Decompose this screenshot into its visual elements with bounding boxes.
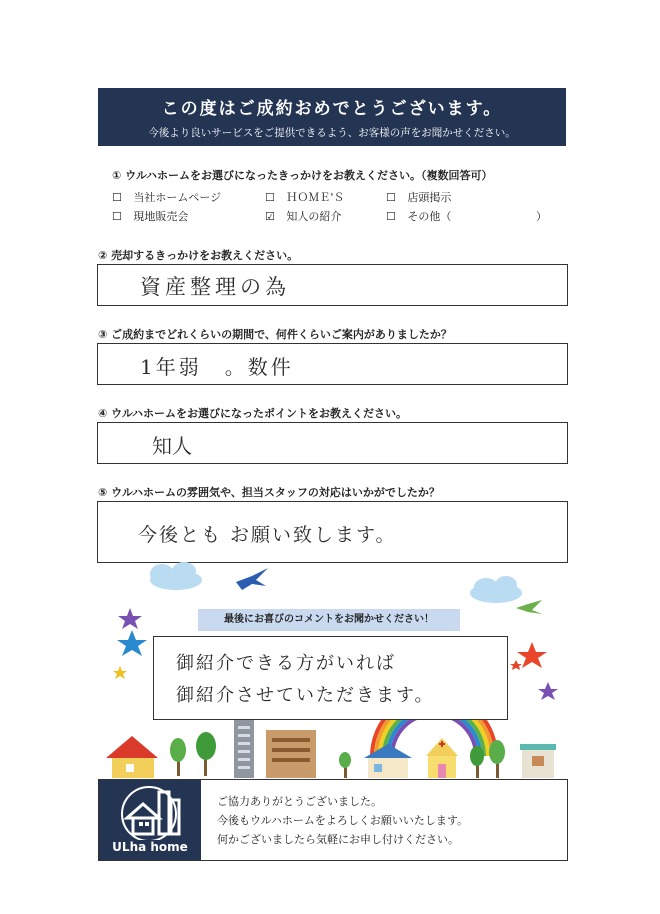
footer-message (217, 792, 468, 849)
checkbox-icon: ☐ (112, 210, 122, 223)
question-4: ④ ウルハホームをお選びになったポイントをお教えください。 (98, 407, 408, 420)
checkbox-icon: ☐ (386, 210, 396, 223)
swallow-icon (236, 568, 268, 590)
comment-box[interactable] (153, 636, 508, 720)
option-label: 知人の紹介 (286, 210, 342, 223)
option-label: その他（ (407, 210, 452, 223)
star-icon (118, 608, 142, 629)
answer-3: 1年弱 。数件 (140, 355, 294, 379)
question-3: ③ ご成約までどれくらいの期間で、何件くらいご案内がありましたか？ (98, 328, 452, 341)
page-subtitle: 今後より良いサービスをご提供できるよう、お客様の声をお聞かせください。 (148, 127, 516, 139)
checkbox-icon: ☐ (386, 191, 396, 204)
footer-line-1: ご協力ありがとうございました。 (217, 795, 382, 808)
answer-5: 今後とも お願い致します。 (138, 524, 397, 546)
checked-checkbox-icon: ☑ (265, 210, 275, 223)
office-building-icon (266, 730, 316, 778)
answer-2: 資産整理の為 (140, 275, 290, 299)
star-icon (117, 630, 147, 656)
comment-line-2: 御紹介させていただきます。 (176, 685, 435, 706)
question-2: ② 売却するきっかけをお教えください。 (98, 249, 299, 262)
house-icon (106, 736, 158, 778)
house-logo-icon (99, 780, 201, 840)
tree-icon (339, 752, 351, 778)
tree-icon (196, 732, 216, 776)
comment-line-1: 御紹介できる方がいれば (176, 653, 396, 674)
answer-box-5[interactable] (97, 501, 568, 563)
option-label: ＨＯＭＥ'Ｓ (286, 191, 345, 204)
footer-line-3: 何かございましたら気軽にお申し付けください。 (217, 833, 459, 846)
company-logo (99, 780, 201, 860)
footer (98, 779, 568, 861)
house-icon (426, 738, 458, 778)
cloud-icon (470, 576, 522, 603)
cloud-icon (150, 562, 202, 590)
star-icon (538, 682, 558, 700)
checkbox-icon: ☐ (265, 191, 275, 204)
option-open-house[interactable] (112, 208, 188, 224)
option-homes[interactable] (265, 189, 344, 205)
store-building-icon (520, 744, 556, 778)
answer-box-4[interactable] (97, 422, 568, 464)
footer-line-2: 今後もウルハホームをよろしくお願いいたします。 (217, 814, 469, 827)
answer-box-2[interactable] (97, 264, 568, 306)
logo-text: ULha home (112, 840, 188, 854)
option-label: 現地販売会 (133, 210, 189, 223)
option-homepage[interactable] (112, 189, 221, 205)
tower-building-icon (234, 720, 254, 778)
checkbox-icon: ☐ (112, 191, 122, 204)
option-referral[interactable] (265, 208, 341, 224)
question-1: ① ウルハホームをお選びになったきっかけをお教えください。（複数回答可） (112, 169, 493, 182)
header-banner (98, 88, 566, 146)
comment-banner: 最後にお喜びのコメントをお聞かせください！ (198, 609, 460, 631)
tree-icon (170, 738, 186, 776)
swallow-icon (516, 600, 542, 614)
option-label: 当社ホームページ (133, 191, 222, 204)
tree-icon (470, 746, 484, 778)
page-title: この度はご成約おめでとうございます。 (161, 99, 503, 119)
tree-icon (489, 740, 505, 778)
option-other[interactable] (386, 208, 451, 224)
option-other-close: ） (536, 210, 547, 223)
option-label: 店頭掲示 (407, 191, 452, 204)
star-icon (510, 660, 522, 670)
answer-box-3[interactable] (97, 343, 568, 385)
answer-4: 知人 (152, 434, 192, 458)
star-icon (113, 666, 127, 679)
option-storefront[interactable] (386, 189, 451, 205)
question-5: ⑤ ウルハホームの雰囲気や、担当スタッフの対応はいかがでしたか？ (98, 486, 440, 499)
